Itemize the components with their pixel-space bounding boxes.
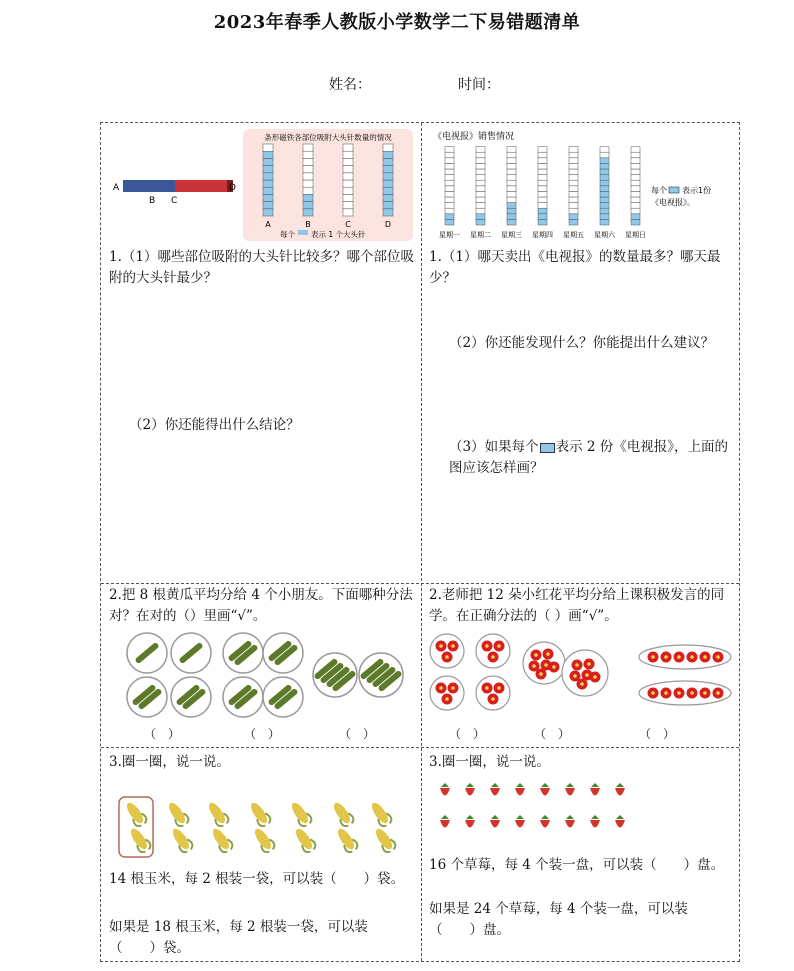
magnet-legend-swatch (298, 230, 308, 235)
tv-bar-cell (600, 186, 609, 192)
row-divider-1 (101, 583, 739, 584)
magnet-bar-cell (383, 209, 393, 216)
magnet-bar-cell (303, 187, 313, 194)
q2-left-choice-1[interactable]: （ ） (144, 727, 181, 741)
corn (247, 799, 272, 828)
tv-bar-cell (476, 158, 485, 164)
tv-bar-cell (569, 169, 578, 175)
corn (372, 825, 397, 854)
strawberry-leaf (616, 783, 624, 787)
magnet-bar-cell (303, 194, 313, 201)
tv-bar-cell (600, 203, 609, 209)
tv-bar-cell (507, 186, 516, 192)
magnet-figure (105, 125, 417, 245)
q2-right-choice-2[interactable]: （ ） (534, 727, 571, 741)
tv-bar-cell (569, 208, 578, 214)
tv-bar-cell (631, 203, 640, 209)
magnet-bar-cell (343, 187, 353, 194)
flower-center (552, 665, 556, 669)
tv-day-label: 星期日 (625, 231, 646, 239)
magnet-bar-cell (303, 173, 313, 180)
strawberry-leaf (491, 783, 499, 787)
tv-bar-cell (538, 158, 547, 164)
magnet-bar-cell (263, 187, 273, 194)
magnet-bar-cell (303, 180, 313, 187)
magnet-bar-cell (343, 158, 353, 165)
tv-bar-cell (507, 147, 516, 153)
tv-bar-cell (569, 214, 578, 220)
tv-bar-cell (569, 180, 578, 186)
tv-bar-cell (631, 152, 640, 158)
tv-bar-cell (507, 158, 516, 164)
magnet-bar-cell (263, 144, 273, 151)
strawberry (490, 820, 500, 828)
flower-figure (425, 629, 737, 719)
plate (223, 633, 263, 673)
strawberry (515, 788, 525, 796)
tv-bar-cell (445, 169, 454, 175)
flower-center (534, 653, 538, 657)
time-label: 时间： (458, 77, 500, 93)
magnet-bar-cell (263, 158, 273, 165)
tv-bar-cell (631, 186, 640, 192)
tv-bar-cell (538, 203, 547, 209)
q1-right-question-3-part1: （3）如果每个 (449, 439, 539, 455)
tv-bar-cell (600, 191, 609, 197)
cell-icon (540, 443, 555, 453)
tv-bar-cell (600, 208, 609, 214)
tv-bar-cell (507, 219, 516, 225)
q2-left-question: 2.把 8 根黄瓜平均分给 4 个小朋友。下面哪种分法对？在对的（）里画“√”。 (109, 587, 413, 624)
magnet-bar-cell (263, 180, 273, 187)
q1-left-question-1: 1.（1）哪些部位吸附的大头针比较多？哪个部位吸附的大头针最少？ (109, 249, 414, 286)
plate (223, 677, 263, 717)
tv-bar-cell (600, 214, 609, 220)
tv-bar-cell (476, 219, 485, 225)
strawberry-leaf (466, 815, 474, 819)
strawberry-leaf (441, 815, 449, 819)
magnet-bar-label: A (265, 220, 271, 229)
tv-bar-cell (631, 208, 640, 214)
tv-bar-cell (631, 147, 640, 153)
corn (368, 799, 393, 828)
tv-bar-cell (569, 152, 578, 158)
tv-bar-cell (538, 208, 547, 214)
tv-bar-cell (507, 175, 516, 181)
magnet-bar-cell (303, 151, 313, 158)
flower-center (580, 682, 584, 686)
tv-bar-cell (507, 191, 516, 197)
q3-right-line-1: 16 个草莓，每 4 个装一盘，可以装（ ）盘。 (429, 857, 725, 873)
tv-bar-cell (631, 219, 640, 225)
tv-bar-cell (538, 197, 547, 203)
magnet-red-half (175, 180, 227, 192)
tv-bar-cell (476, 180, 485, 186)
tv-bar-cell (507, 197, 516, 203)
flower-center (593, 675, 597, 679)
strawberry-leaf (591, 815, 599, 819)
corn-figure (115, 795, 415, 865)
magnet-bar-cell (303, 209, 313, 216)
tv-bar-cell (569, 191, 578, 197)
magnet-bar-cell (383, 187, 393, 194)
q3-left-line-1: 14 根玉米，每 2 根装一袋，可以装（ ）袋。 (109, 871, 405, 887)
tv-bar-cell (507, 169, 516, 175)
strawberry-leaf (541, 783, 549, 787)
q3-right-heading: 3.圈一圈，说一说。 (429, 754, 550, 770)
tv-bar-cell (445, 147, 454, 153)
plate (263, 677, 303, 717)
corn (209, 825, 234, 854)
strawberry (590, 820, 600, 828)
tv-bar-cell (631, 175, 640, 181)
strawberry (540, 788, 550, 796)
strawberry (515, 820, 525, 828)
magnet-bar-cell (343, 209, 353, 216)
tv-bar-cell (476, 169, 485, 175)
magnet-bar-cell (343, 166, 353, 173)
tv-bar-cell (476, 147, 485, 153)
q3-left-heading: 3.圈一圈，说一说。 (109, 754, 230, 770)
magnet-bar-cell (343, 202, 353, 209)
strawberry (465, 788, 475, 796)
corn (251, 825, 276, 854)
flower-center (690, 655, 694, 659)
magnet-bar-cell (343, 194, 353, 201)
magnet-blue-half (123, 180, 175, 192)
corn (288, 799, 313, 828)
flower-center (716, 655, 720, 659)
flower-center (690, 691, 694, 695)
magnet-label-c: C (171, 196, 178, 206)
flower-center (439, 644, 443, 648)
plate (476, 676, 510, 710)
tv-bar-cell (445, 163, 454, 169)
plate (171, 677, 211, 717)
flower-center (664, 691, 668, 695)
tv-bar-cell (600, 169, 609, 175)
tv-bar-cell (476, 152, 485, 158)
flower-center (439, 686, 443, 690)
flower-center (587, 662, 591, 666)
strawberry (590, 788, 600, 796)
flower-center (703, 691, 707, 695)
q1-left-question-2: （2）你还能得出什么结论？ (129, 417, 300, 433)
tv-bar-cell (507, 163, 516, 169)
tv-bar-cell (476, 208, 485, 214)
flower-center (664, 655, 668, 659)
q1-right-question-1: 1.（1）哪天卖出《电视报》的数量最多？哪天最少？ (429, 249, 721, 286)
tv-bar-cell (507, 180, 516, 186)
tv-bar-cell (569, 158, 578, 164)
q1-right-question-3 (449, 437, 735, 479)
column-divider (421, 123, 422, 961)
tv-bar-cell (476, 191, 485, 197)
magnet-bar-cell (263, 202, 273, 209)
tv-bar-cell (507, 152, 516, 158)
corn (123, 799, 148, 828)
corn (292, 825, 317, 854)
tv-bar-cell (476, 214, 485, 220)
q1-right-question-2: （2）你还能发现什么？你能提出什么建议？ (449, 335, 715, 351)
tv-day-label: 星期四 (532, 231, 553, 239)
q2-left-choice-3[interactable]: （ ） (339, 727, 376, 741)
tv-bar-cell (600, 197, 609, 203)
tv-bar-cell (631, 158, 640, 164)
magnet-bar-label: B (305, 220, 311, 229)
strawberry (540, 820, 550, 828)
strawberry-leaf (441, 783, 449, 787)
strawberry-leaf (566, 815, 574, 819)
flower-center (573, 674, 577, 678)
tv-bar-cell (600, 163, 609, 169)
tv-bar-cell (600, 180, 609, 186)
plate (476, 634, 510, 668)
magnet-bar-cell (383, 158, 393, 165)
q3-left-line-2: 如果是 18 根玉米，每 2 根装一袋，可以装（ ）袋。 (109, 919, 368, 956)
strawberry (615, 820, 625, 828)
tv-bar-cell (538, 152, 547, 158)
magnet-bar-cell (343, 151, 353, 158)
tv-bar-cell (538, 186, 547, 192)
tv-bar-cell (445, 208, 454, 214)
strawberry (490, 788, 500, 796)
tv-bar-cell (476, 175, 485, 181)
tv-bar-cell (569, 175, 578, 181)
corn (334, 825, 359, 854)
flower-center (575, 663, 579, 667)
tv-bar-cell (600, 152, 609, 158)
strawberry (565, 820, 575, 828)
corn (165, 799, 190, 828)
corn (205, 799, 230, 828)
tv-bar-cell (476, 186, 485, 192)
tv-bar-cell (445, 175, 454, 181)
tv-chart-title: 《电视报》销售情况 (433, 132, 515, 142)
tv-bar-cell (600, 147, 609, 153)
magnet-bar-cell (263, 151, 273, 158)
magnet-bar-cell (383, 173, 393, 180)
magnet-label-a: A (113, 183, 120, 193)
q1-right-question-3-part2: 表示 2 份《电视报》，上面的图应该怎样画？ (449, 439, 729, 476)
tv-bar-cell (445, 214, 454, 220)
magnet-bar-cell (343, 173, 353, 180)
strawberry-leaf (616, 815, 624, 819)
flower-center (485, 686, 489, 690)
tv-bar-cell (538, 219, 547, 225)
tv-bar-cell (445, 219, 454, 225)
plate (430, 634, 464, 668)
tv-bar-cell (538, 191, 547, 197)
flower-center (451, 644, 455, 648)
strawberry (615, 788, 625, 796)
strawberry-leaf (516, 815, 524, 819)
flower-center (491, 655, 495, 659)
plate (127, 677, 167, 717)
tv-bar-cell (600, 175, 609, 181)
strawberry (440, 820, 450, 828)
corn (330, 799, 355, 828)
magnet-label-d: D (229, 183, 236, 193)
tv-bar-cell (538, 163, 547, 169)
magnet-bar-label: D (384, 220, 392, 229)
tv-bar-cell (476, 197, 485, 203)
flower-center (651, 655, 655, 659)
row-divider-2 (101, 747, 739, 748)
flower-center (677, 691, 681, 695)
tv-bar-cell (507, 208, 516, 214)
tv-bar-cell (569, 203, 578, 209)
tv-day-label: 星期一 (439, 231, 460, 239)
magnet-bar-cell (303, 144, 313, 151)
magnet-bar-cell (263, 173, 273, 180)
tv-bar-cell (631, 180, 640, 186)
magnet-bar-cell (263, 166, 273, 173)
magnet-bar-cell (343, 144, 353, 151)
plate (263, 633, 303, 673)
tv-bar-cell (445, 158, 454, 164)
q2-right-choice-1[interactable]: （ ） (449, 727, 486, 741)
tv-bar-cell (631, 191, 640, 197)
flower-center (716, 691, 720, 695)
q3-right-line-2: 如果是 24 个草莓，每 4 个装一盘，可以装（ ）盘。 (429, 901, 688, 938)
strawberry-leaf (466, 783, 474, 787)
magnet-legend-prefix: 每个 (280, 230, 295, 239)
tv-legend-swatch (669, 187, 679, 193)
flower-center (445, 697, 449, 701)
question-grid (100, 122, 740, 962)
tv-bar-cell (569, 197, 578, 203)
plate (430, 676, 464, 710)
magnet-bar-cell (383, 151, 393, 158)
tv-bar-cell (445, 191, 454, 197)
magnet-bar-cell (303, 202, 313, 209)
magnet-bar-cell (383, 194, 393, 201)
tv-bar-cell (445, 180, 454, 186)
flower-center (539, 672, 543, 676)
magnet-chart-title: 条形磁铁各部位吸附大头针数量的情况 (264, 133, 392, 142)
tv-day-label: 星期三 (501, 231, 522, 239)
flower-center (451, 686, 455, 690)
strawberry-leaf (591, 783, 599, 787)
flower-center (651, 691, 655, 695)
strawberry (465, 820, 475, 828)
flower-center (532, 664, 536, 668)
q2-right-choice-3[interactable]: （ ） (639, 727, 676, 741)
tv-legend-line2: 《电视报》。 (651, 198, 695, 207)
strawberry-figure (435, 779, 655, 843)
tv-bar-cell (569, 219, 578, 225)
magnet-label-b: B (149, 196, 156, 206)
magnet-legend-suffix: 表示 1 个大头针 (311, 230, 366, 239)
tv-bar-cell (445, 203, 454, 209)
strawberry-leaf (491, 815, 499, 819)
tv-bar-cell (569, 163, 578, 169)
strawberry (440, 788, 450, 796)
magnet-bar-cell (343, 180, 353, 187)
tv-bar-cell (538, 169, 547, 175)
tv-bar-cell (538, 180, 547, 186)
q2-left-choice-2[interactable]: （ ） (244, 727, 281, 741)
tv-bar-cell (631, 163, 640, 169)
corn (127, 825, 152, 854)
flower-center (497, 686, 501, 690)
tv-bar-cell (631, 169, 640, 175)
tv-bar-cell (507, 214, 516, 220)
tv-bar-cell (476, 163, 485, 169)
tv-legend-line1: 每个 (651, 186, 667, 195)
name-label: 姓名： (329, 77, 371, 93)
magnet-bar-cell (383, 166, 393, 173)
tv-bar-cell (631, 197, 640, 203)
strawberry-leaf (566, 783, 574, 787)
magnet-bar-cell (383, 144, 393, 151)
tv-day-label: 星期六 (594, 231, 615, 239)
magnet-bar-cell (263, 209, 273, 216)
flower-center (585, 673, 589, 677)
magnet-bar-cell (303, 166, 313, 173)
magnet-bar-cell (263, 194, 273, 201)
flower-center (546, 652, 550, 656)
corn-circle (119, 797, 153, 857)
magnet-bar-label: C (345, 220, 351, 229)
flower-center (491, 697, 495, 701)
q2-right-question: 2.老师把 12 朵小红花平均分给上课积极发言的同学。在正确分法的（ ）画“√”。 (429, 587, 725, 624)
tv-bar-cell (538, 147, 547, 153)
magnet-bar-cell (383, 180, 393, 187)
flower-center (485, 644, 489, 648)
tv-day-label: 星期五 (563, 231, 584, 239)
tv-bar-cell (445, 152, 454, 158)
magnet-bar-cell (303, 158, 313, 165)
tv-bar-cell (538, 214, 547, 220)
magnet-bar-cell (383, 202, 393, 209)
strawberry-leaf (516, 783, 524, 787)
page-title: 2023年春季人教版小学数学二下易错题清单 (213, 12, 581, 33)
tv-bar-cell (507, 203, 516, 209)
tv-bar-cell (631, 214, 640, 220)
corn (169, 825, 194, 854)
flower-center (677, 655, 681, 659)
flower-center (544, 663, 548, 667)
tv-bar-cell (445, 197, 454, 203)
tv-day-label: 星期二 (470, 231, 491, 239)
strawberry-leaf (541, 815, 549, 819)
tv-bar-cell (538, 175, 547, 181)
tv-bar-cell (569, 186, 578, 192)
tv-bar-cell (445, 186, 454, 192)
flower-center (445, 655, 449, 659)
flower-center (703, 655, 707, 659)
tv-bar-cell (600, 219, 609, 225)
tv-bar-cell (600, 158, 609, 164)
tv-legend-line1b: 表示1份 (682, 186, 712, 195)
tv-sales-figure (425, 125, 737, 245)
tv-bar-cell (569, 147, 578, 153)
strawberry (565, 788, 575, 796)
tv-bar-cell (476, 203, 485, 209)
flower-center (497, 644, 501, 648)
